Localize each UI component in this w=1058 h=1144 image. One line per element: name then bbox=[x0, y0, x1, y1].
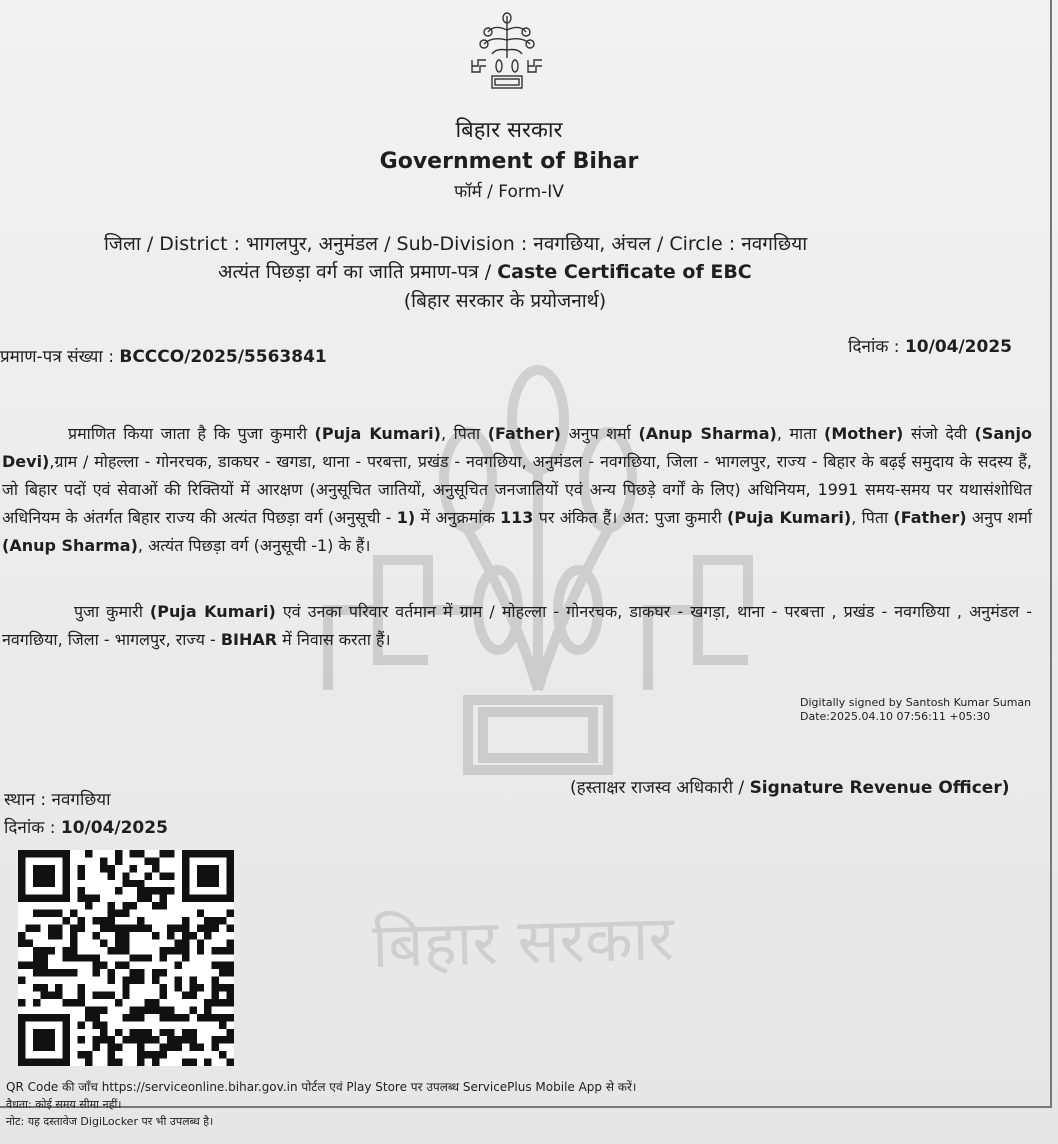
para1-text-2: , पिता bbox=[440, 424, 488, 443]
para1-bold-3: (Anup Sharma) bbox=[638, 424, 777, 443]
place-date-value: 10/04/2025 bbox=[60, 818, 168, 838]
certificate-title-hindi: अत्यंत पिछड़ा वर्ग का जाति प्रमाण-पत्र / bbox=[218, 261, 492, 283]
para2-text-3: में निवास करता हैं। bbox=[277, 630, 391, 649]
circle-value: नवगछिया bbox=[741, 233, 808, 255]
signature-revenue-officer bbox=[570, 775, 1010, 798]
digital-signature bbox=[800, 696, 1031, 724]
certificate-number-value: BCCCO/2025/5563841 bbox=[119, 347, 327, 367]
para1-bold-5: (Sanjo Devi) bbox=[2, 424, 1032, 471]
certificate-number bbox=[0, 344, 327, 367]
subdivision-label: अनुमंडल / Sub-Division : bbox=[318, 233, 528, 255]
header-english-title: Government of Bihar bbox=[379, 149, 639, 174]
certificate-body-paragraph-2 bbox=[2, 598, 1032, 654]
para1-text-3: अनुप शर्मा bbox=[560, 424, 639, 443]
issue-date-label: दिनांक : bbox=[848, 337, 900, 357]
para1-bold-10: (Anup Sharma) bbox=[2, 536, 138, 555]
para1-text-10: अनुप शर्मा bbox=[966, 508, 1032, 527]
district-value: भागलपुर bbox=[246, 233, 307, 255]
certificate-body-paragraph-1 bbox=[2, 420, 1032, 560]
para1-text-8: पर अंकित हैं। अत: पुजा कुमारी bbox=[533, 508, 728, 527]
place-date bbox=[4, 815, 168, 838]
para1-text-7: में अनुक्रमांक bbox=[415, 508, 501, 527]
para1-bold-6: 1) bbox=[396, 508, 416, 527]
para2-text-1: पुजा कुमारी bbox=[74, 602, 150, 621]
para1-bold-8: (Puja Kumari) bbox=[727, 508, 852, 527]
qr-code-icon[interactable] bbox=[18, 850, 234, 1066]
certificate-title bbox=[218, 258, 752, 284]
place-label: स्थान : bbox=[4, 790, 47, 810]
para1-text-9: , पिता bbox=[851, 508, 894, 527]
certificate-title-english: Caste Certificate of EBC bbox=[497, 261, 752, 283]
header-hindi-title: बिहार सरकार bbox=[455, 118, 563, 143]
para1-bold-9: (Father) bbox=[893, 508, 967, 527]
para1-bold-4: (Mother) bbox=[824, 424, 904, 443]
para1-text-5: संजो देवी bbox=[903, 424, 975, 443]
jurisdiction-line: जिला / District : भागलपुर, अनुमंडल / Sub-Division : नवगछिया, अंचल / Circle : नवगछिया bbox=[104, 233, 808, 255]
para1-bold-7: 113 bbox=[500, 508, 534, 527]
issue-date-value: 10/04/2025 bbox=[904, 337, 1012, 357]
form-label-text: फॉर्म / Form-IV bbox=[454, 182, 564, 202]
digilocker-note: नोट: यह दस्तावेज DigiLocker पर भी उपलब्ध है। bbox=[6, 1115, 214, 1128]
bihar-emblem-icon bbox=[464, 10, 550, 94]
certificate-purpose: (बिहार सरकार के प्रयोजनार्थ) bbox=[403, 290, 607, 312]
issue-date bbox=[848, 334, 1012, 357]
para2-bold-2: BIHAR bbox=[220, 630, 278, 649]
para1-text-11: , अत्यंत पिछड़ा वर्ग (अनुसूची -1) के हैं। bbox=[137, 536, 371, 555]
para1-bold-1: (Puja Kumari) bbox=[314, 424, 441, 443]
district-label: जिला / District : bbox=[104, 233, 240, 255]
para1-text-6: ,ग्राम / मोहल्ला - गोनरचक, डाकघर - खगडा, थाना - परबत्ता, प्रखंड - नवगछिया, अनुमंडल - नवगछिया, जिला - भागलपुर, राज्य - बिहार के बढ़ई समुदाय के सदस्य हैं, जो बिहार पदों एवं सेवाओं की रिक्तियों में आरक्षण (अनुसूचित जातियों, अनुसूचित जनजातियों एवं अन्य पिछड़े वर्गों के लिए) अधिनियम, 1991 समय-समय पर यथासंशोधित अधिनियम के अंतर्गत बिहार राज्य की अत्यंत पिछड़ा वर्ग (अनुसूची - bbox=[2, 452, 1032, 527]
watermark-text: बिहार सरकार bbox=[371, 901, 675, 982]
validity-note: वैधता: कोई समय सीमा नहीं। bbox=[6, 1098, 122, 1111]
qr-verification-note: QR Code की जाँच https://serviceonline.bihar.gov.in पोर्टल एवं Play Store पर उपलब्ध ServicePlus Mobile App से करें। bbox=[6, 1080, 637, 1094]
place bbox=[4, 787, 111, 810]
form-label bbox=[0, 179, 1018, 202]
para2-text-2: एवं उनका परिवार वर्तमान में ग्राम / मोहल्ला - गोनरचक, डाकघर - खगड़ा, थाना - परबत्ता , प्रखंड - नवगछिया , अनुमंडल - नवगछिया, जिला - भागलपुर, राज्य - bbox=[2, 602, 1033, 649]
place-value: नवगछिया bbox=[51, 790, 111, 810]
para1-bold-2: (Father) bbox=[487, 424, 561, 443]
place-date-label: दिनांक : bbox=[4, 818, 56, 838]
para1-text-1: प्रमाणित किया जाता है कि पुजा कुमारी bbox=[68, 424, 315, 443]
para1-text-4: , माता bbox=[776, 424, 825, 443]
subdivision-value: नवगछिया bbox=[533, 233, 600, 255]
para2-bold-1: (Puja Kumari) bbox=[149, 602, 276, 621]
digital-signature-signer: Digitally signed by Santosh Kumar Suman bbox=[800, 696, 1032, 709]
signature-hindi: (हस्ताक्षर राजस्व अधिकारी / bbox=[570, 778, 745, 798]
circle-label: अंचल / Circle : bbox=[611, 233, 736, 255]
signature-english: Signature Revenue Officer) bbox=[749, 778, 1010, 798]
digital-signature-date: Date:2025.04.10 07:56:11 +05:30 bbox=[800, 710, 991, 723]
certificate-number-label: प्रमाण-पत्र संख्या : bbox=[0, 347, 114, 367]
